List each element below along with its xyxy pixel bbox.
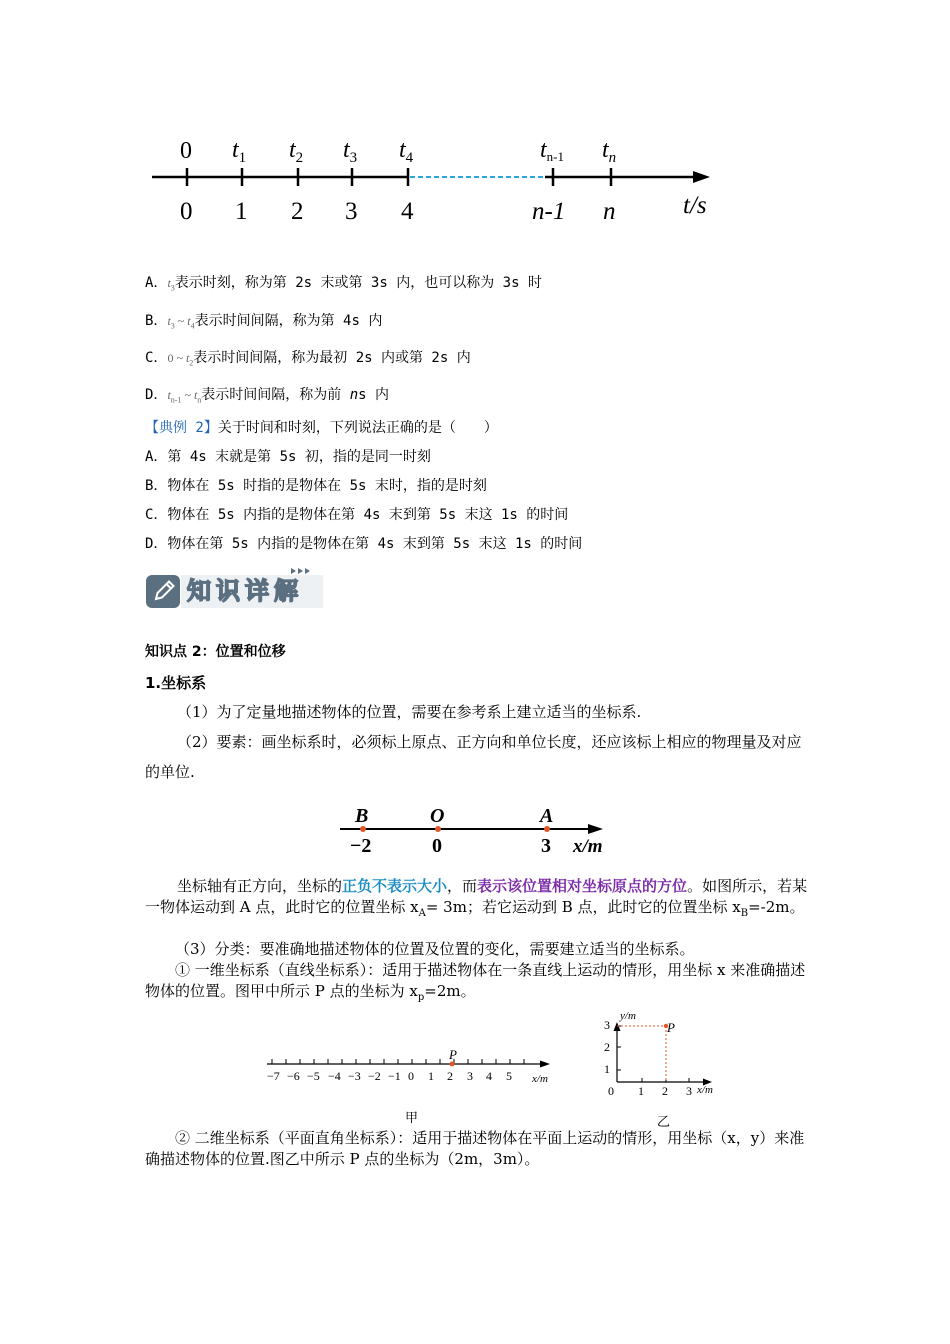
math-t3: $t_3$ <box>167 276 175 293</box>
timeline-top-label-t2: $t_2$ <box>289 137 304 166</box>
jia-axis-label: x/m <box>532 1073 548 1085</box>
figure-jia-caption: 甲 <box>405 1111 419 1126</box>
svg-text:4: 4 <box>486 1069 492 1083</box>
timeline-top-label-t3: $t_3$ <box>343 137 358 166</box>
timeline-bottom-label-n: n <box>603 198 616 225</box>
example2-option-b: B．物体在 5s 时指的是物体在 5s 末时，指的是时刻 <box>145 478 487 494</box>
example2-option-c: C．物体在 5s 内指的是物体在第 4s 末到第 5s 末这 1s 的时间 <box>145 507 569 523</box>
example2-question: 【典例 2】关于时间和时刻，下列说法正确的是（ ） <box>145 420 498 436</box>
svg-text:−5: −5 <box>307 1069 320 1083</box>
svg-text:1: 1 <box>428 1069 434 1083</box>
section-coordinate-system: 1.坐标系 <box>145 674 207 692</box>
svg-text:−7: −7 <box>267 1069 280 1083</box>
yi-x-tick-2: 2 <box>662 1084 668 1098</box>
yi-y-label: y/m <box>620 1010 636 1022</box>
jia-tick-labels <box>267 1069 512 1083</box>
option-c: C．0 ~ $t_2$表示时间间隔，称为最初 2s 内或第 2s 内 <box>145 350 471 368</box>
timeline-bottom-label-2: 2 <box>291 198 304 225</box>
math-t3-t4: $t_3$ ~ $t_4$ <box>167 314 195 331</box>
boa-axis-label: x/m <box>573 836 603 857</box>
number-line-boa <box>335 800 615 862</box>
svg-text:−4: −4 <box>328 1069 341 1083</box>
figure-jia-1d-axis <box>262 1040 562 1088</box>
svg-text:−2: −2 <box>368 1069 381 1083</box>
timeline-bottom-label-1: 1 <box>235 198 248 225</box>
banner-title: 知识详解 <box>187 577 303 605</box>
example2-option-a: A．第 4s 末就是第 5s 初，指的是同一时刻 <box>145 449 431 465</box>
timeline-bottom-label-0: 0 <box>180 198 193 225</box>
timeline-figure <box>140 128 730 228</box>
timeline-top-label-t1: $t_1$ <box>232 137 247 166</box>
svg-text:0: 0 <box>408 1069 414 1083</box>
svg-text:5: 5 <box>506 1069 512 1083</box>
jia-point-p-dot <box>450 1062 455 1067</box>
figure-yi-label-layer <box>600 1010 730 1107</box>
paragraph-2: （2）要素：画坐标系时，必须标上原点、正方向和单位长度，还应该标上相应的物理量及对应的单位. <box>145 733 802 781</box>
example2-label: 【典例 2】 <box>145 420 218 436</box>
timeline-bottom-label-n-1: n-1 <box>532 198 566 225</box>
timeline-top-label-tn: $t_n$ <box>602 137 617 166</box>
timeline-arrow <box>693 171 710 183</box>
paragraph-1: （1）为了定量地描述物体的位置，需要在参考系上建立适当的坐标系. <box>177 703 642 721</box>
timeline-bottom-label-3: 3 <box>345 198 358 225</box>
example2-option-d: D．物体在第 5s 内指的是物体在第 4s 末到第 5s 末这 1s 的时间 <box>145 536 583 552</box>
banner-decor-arrows <box>291 568 310 574</box>
yi-y-tick-3: 3 <box>604 1018 610 1032</box>
svg-text:−1: −1 <box>388 1069 401 1083</box>
option-a: A．$t_3$表示时刻，称为第 2s 末或第 3s 内，也可以称为 3s 时 <box>145 275 542 293</box>
point-b-label: B <box>355 805 369 827</box>
jia-ticks <box>272 1059 524 1064</box>
svg-text:−6: −6 <box>287 1069 300 1083</box>
yi-x-tick-0: 0 <box>608 1084 614 1098</box>
timeline-top-label-t4: $t_4$ <box>399 137 414 166</box>
timeline-top-label-tn-1: tn-1 <box>540 137 565 164</box>
yi-point-p-label: P <box>667 1022 675 1035</box>
highlight-direction: 表示该位置相对坐标原点的方位 <box>477 877 688 895</box>
yi-x-tick-3: 3 <box>686 1084 692 1098</box>
paragraph-3: 坐标轴有正方向，坐标的正负不表示大小，而表示该位置相对坐标原点的方位。如图所示，若某一物体运动到 A 点，此时它的位置坐标 $x_A= 3m$；若它运动到 B 点，此时它的位置坐标 $x_B=-2m$。 <box>145 877 808 919</box>
knowledge-point-title: 知识点 2：位置和位移 <box>145 644 286 660</box>
paragraph-4: （3）分类：要准确地描述物体的位置及位置的变化，需要建立适当的坐标系。 <box>175 940 695 958</box>
option-b: B．$t_3$ ~ $t_4$表示时间间隔，称为第 4s 内 <box>145 313 383 331</box>
yi-x-tick-1: 1 <box>638 1084 644 1098</box>
point-o-label: O <box>430 805 445 827</box>
point-a-label: A <box>540 805 554 827</box>
jia-point-p-label: P <box>449 1047 457 1062</box>
highlight-sign-not-size: 正负不表示大小 <box>342 877 448 895</box>
yi-x-label: x/m <box>697 1084 713 1096</box>
knowledge-banner <box>145 566 325 610</box>
svg-text:2: 2 <box>447 1069 453 1083</box>
paragraph-6: ② 二维坐标系（平面直角坐标系）：适用于描述物体在平面上运动的情形，用坐标（x，y）来准确描述物体的位置.图乙中所示 P 点的坐标为（2m，3m）。 <box>145 1129 805 1168</box>
point-o-value: 0 <box>432 835 442 857</box>
svg-text:−3: −3 <box>348 1069 361 1083</box>
math-tn-1-tn: $t_{n-1}$ ~ $t_n$ <box>167 388 202 405</box>
timeline-axis-label: t/s <box>683 192 707 219</box>
point-b-value: −2 <box>350 835 372 857</box>
yi-y-tick-1: 1 <box>604 1062 610 1076</box>
paragraph-5: ① 一维坐标系（直线坐标系）：适用于描述物体在一条直线上运动的情形，用坐标 x 来准确描述物体的位置。图甲中所示 P 点的坐标为 $x_p=2m$。 <box>145 961 806 1003</box>
option-d: D．$t_{n-1}$ ~ $t_n$表示时间间隔，称为前 ns 内 <box>145 387 390 405</box>
math-0-t2: 0 ~ $t_2$ <box>167 351 194 368</box>
svg-text:3: 3 <box>467 1069 473 1083</box>
point-a-value: 3 <box>541 835 551 857</box>
timeline-top-label-0: 0 <box>180 138 192 164</box>
timeline-bottom-label-4: 4 <box>401 198 414 225</box>
yi-y-tick-2: 2 <box>604 1040 610 1054</box>
figure-yi-caption: 乙 <box>657 1115 671 1130</box>
